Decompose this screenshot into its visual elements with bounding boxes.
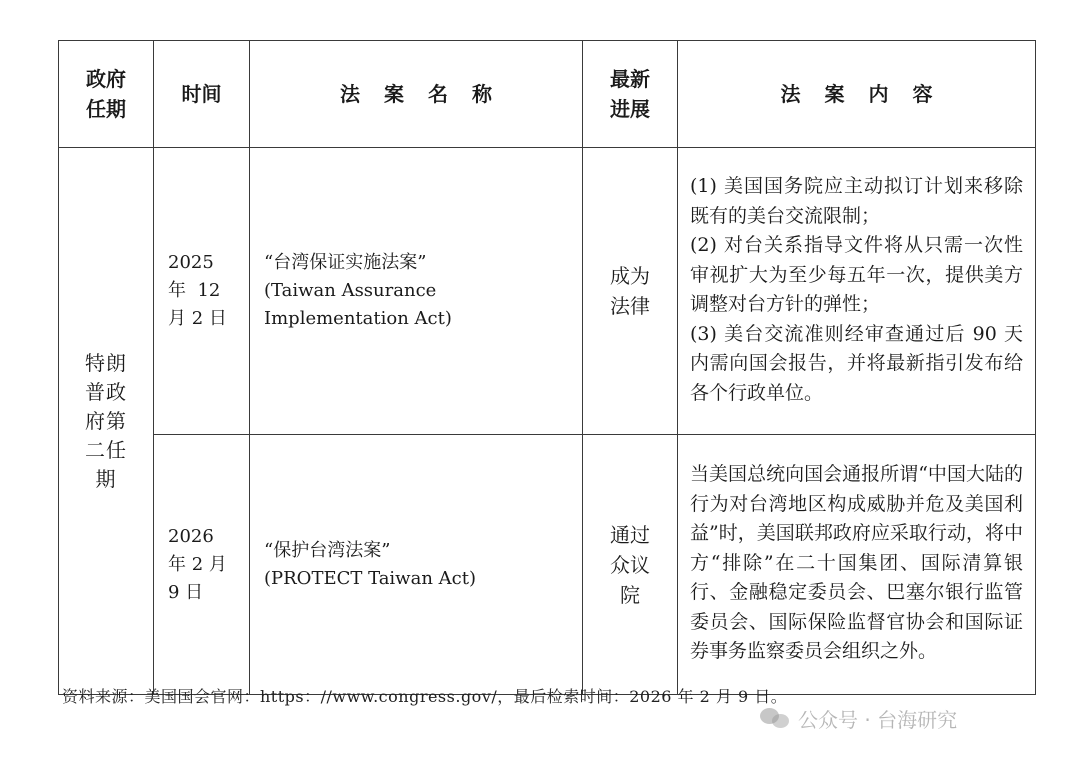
table-row (59, 435, 1036, 695)
status-cell (583, 435, 678, 695)
status-cell (583, 148, 678, 435)
date-line: 月 2 日 (168, 308, 227, 329)
content-item: (3) 美台交流准则经审查通过后 90 天内需向国会报告，并将最新指引发布给各个行政单位。 (690, 322, 1023, 404)
bill-name-cell (250, 148, 583, 435)
date-text (168, 249, 242, 333)
table-row (59, 148, 1036, 435)
date-line: 年 12 (168, 280, 221, 301)
term-line: 特朗 (85, 350, 127, 375)
content-cell (678, 148, 1036, 435)
status-line: 通过 (610, 522, 650, 547)
bill-name-cn: “保护台湾法案” (264, 539, 391, 561)
header-status-line1: 最新 (610, 67, 650, 91)
law-table (58, 40, 1036, 695)
date-text (168, 523, 242, 607)
watermark-text: 公众号 · 台海研究 (798, 707, 958, 732)
wechat-icon (760, 706, 790, 730)
status-text (606, 261, 654, 321)
date-line: 2026 (168, 525, 214, 547)
bill-name-en: (PROTECT Taiwan Act) (264, 567, 476, 589)
bill-name-cell (250, 435, 583, 695)
term-text (73, 349, 139, 494)
watermark (760, 700, 957, 736)
term-cell (59, 148, 154, 695)
bill-name-cn: “台湾保证实施法案” (264, 252, 427, 273)
source-note: 资料来源：美国国会官网：https：//www.congress.gov/，最后检索时间：2026 年 2 月 9 日。 (62, 687, 788, 706)
header-content: 法案内容 (678, 41, 1036, 148)
date-cell (154, 435, 250, 695)
status-line: 法律 (610, 294, 650, 318)
header-row (59, 41, 1036, 148)
date-line: 2025 (168, 252, 214, 273)
term-line: 期 (95, 466, 117, 491)
term-line: 普政 (85, 379, 127, 404)
header-term (59, 41, 154, 148)
content-item: (1) 美国国务院应主动拟订计划来移除既有的美台交流限制； (690, 175, 1023, 227)
header-name: 法案名称 (250, 41, 583, 148)
header-status (583, 41, 678, 148)
content-item: (2) 对台关系指导文件将从只需一次性审视扩大为至少每五年一次，提供美方调整对台方针的弹性； (690, 234, 1023, 315)
header-term-line2: 任期 (86, 97, 126, 121)
date-line: 年 2 月 (168, 553, 227, 575)
content-item: 当美国总统向国会通报所谓“中国大陆的行为对台湾地区构成威胁并危及美国利益”时，美国联邦政府应采取行动，将中方“排除”在二十国集团、国际清算银行、金融稳定委员会、巴塞尔银行监管委员会、国际保险监督官协会和国际证券事务监察委员会组织之外。 (690, 463, 1023, 663)
status-line: 成为 (610, 264, 650, 288)
term-line: 府第 (85, 408, 127, 433)
status-text (606, 520, 654, 610)
header-term-line1: 政府 (86, 67, 126, 91)
bill-name-en: (Taiwan Assurance Implementation Act) (264, 280, 452, 329)
date-cell (154, 148, 250, 435)
status-line: 众议 (610, 552, 650, 577)
header-time: 时间 (154, 41, 250, 148)
date-line: 9 日 (168, 581, 204, 603)
content-cell (678, 435, 1036, 695)
status-line: 院 (620, 582, 640, 607)
term-line: 二任 (85, 437, 127, 462)
header-status-line2: 进展 (610, 97, 650, 121)
